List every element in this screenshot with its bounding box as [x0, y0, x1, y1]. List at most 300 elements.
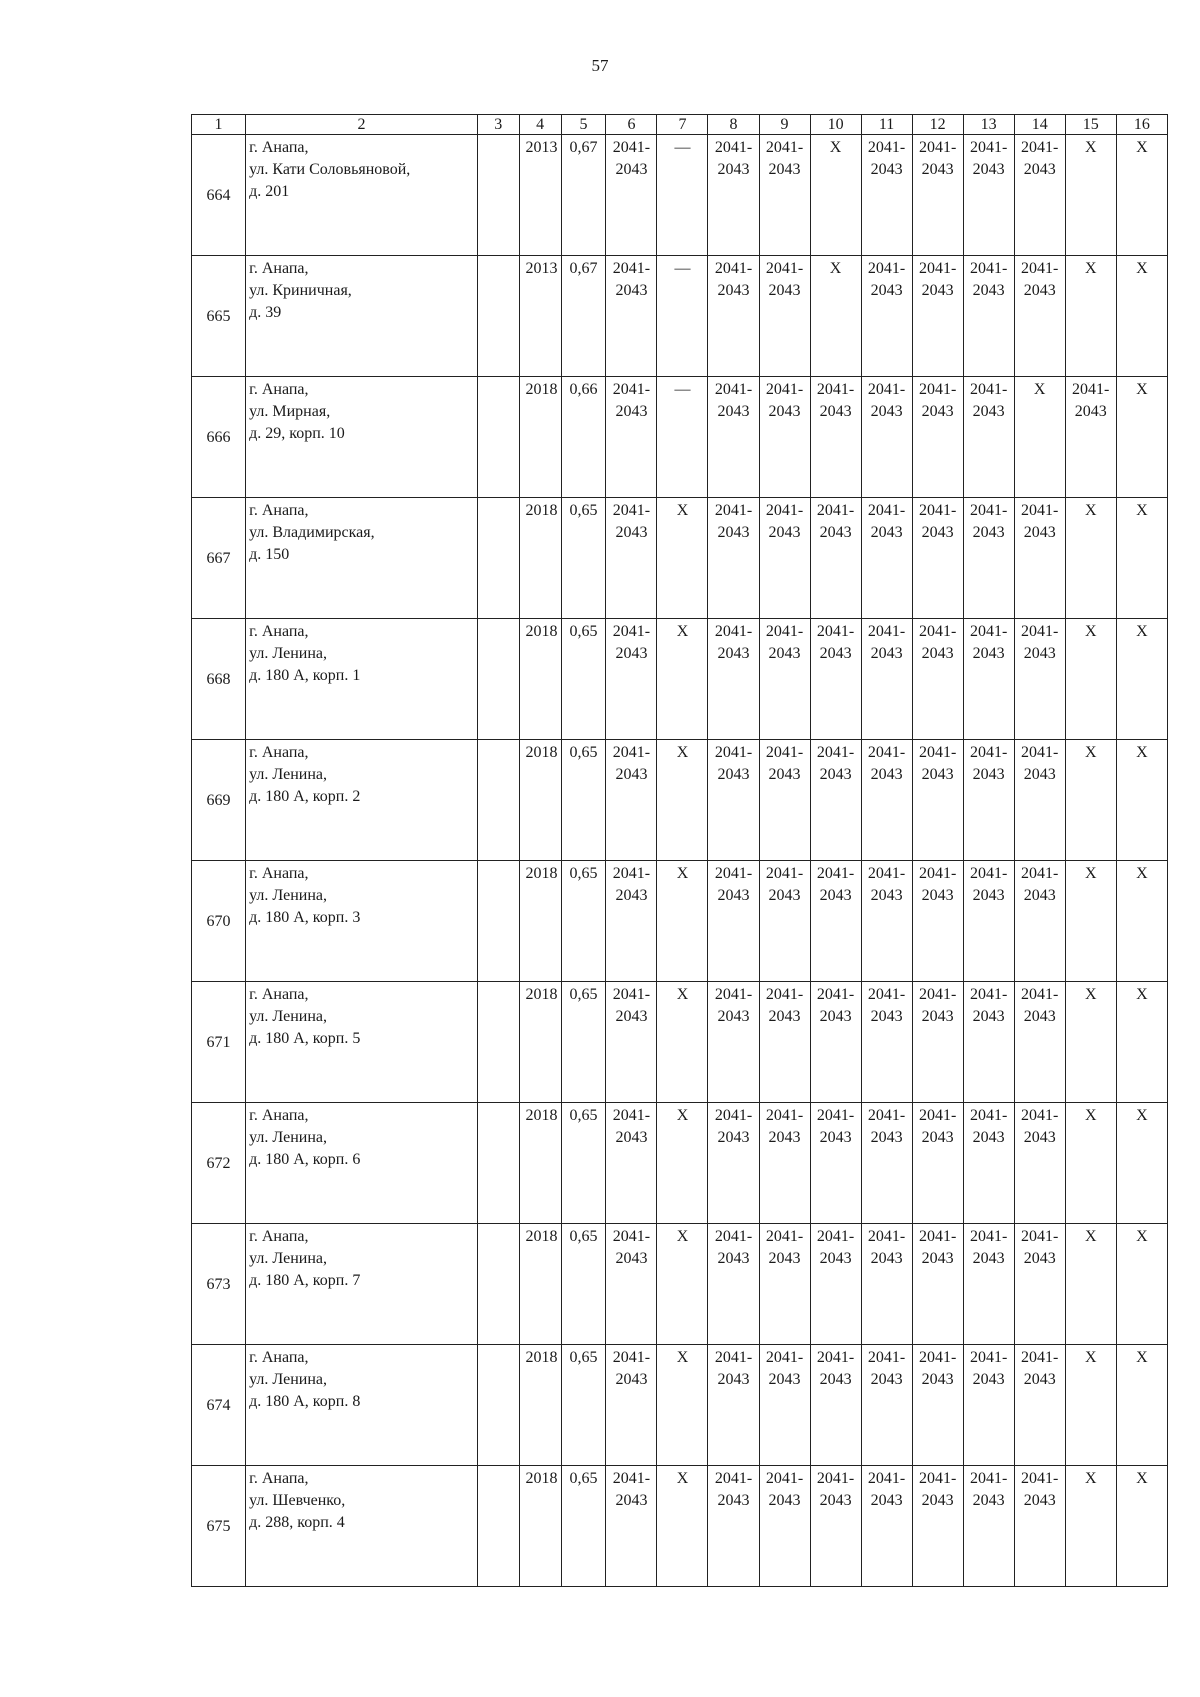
- cell-col-8: [708, 135, 759, 256]
- cell-col-12: [912, 135, 963, 256]
- cell-line: 2043: [615, 1129, 648, 1146]
- cell-col-7: —: [657, 256, 708, 377]
- cell-line: 2041-: [867, 1470, 906, 1487]
- coefficient-cell: 0,67: [561, 256, 606, 377]
- column-header-1: 1: [192, 115, 246, 135]
- cell-col-3: [477, 135, 519, 256]
- address-line: г. Анапа,: [249, 1228, 309, 1245]
- year-cell: 2013: [519, 256, 561, 377]
- cell-line: 2041-: [918, 1107, 957, 1124]
- cell-col-11: [861, 1466, 912, 1587]
- cell-line: 2043: [717, 161, 750, 178]
- cell-line: 2043: [717, 1129, 750, 1146]
- address-line: ул. Владимирская,: [249, 524, 375, 541]
- cell-line: 2043: [972, 1371, 1005, 1388]
- cell-line: 2043: [1023, 1371, 1056, 1388]
- row-number: 671: [192, 982, 246, 1103]
- address-line: д. 288, корп. 4: [249, 1514, 345, 1531]
- cell-col-15: X: [1065, 1224, 1116, 1345]
- address-cell: [246, 861, 478, 982]
- cell-col-3: [477, 1224, 519, 1345]
- address-line: д. 29, корп. 10: [249, 425, 345, 442]
- cell-line: 2041-: [714, 260, 753, 277]
- address-line: д. 150: [249, 546, 290, 563]
- cell-line: 2043: [615, 282, 648, 299]
- address-line: г. Анапа,: [249, 381, 309, 398]
- cell-line: 2043: [921, 1371, 954, 1388]
- address-line: д. 180 А, корп. 7: [249, 1272, 361, 1289]
- column-header-7: 7: [657, 115, 708, 135]
- cell-line: 2041-: [918, 744, 957, 761]
- cell-col-13: [963, 135, 1014, 256]
- cell-col-13: [963, 1103, 1014, 1224]
- cell-col-13: [963, 498, 1014, 619]
- cell-line: 2041-: [867, 623, 906, 640]
- cell-line: 2043: [615, 887, 648, 904]
- table-row: [192, 377, 1168, 498]
- cell-line: 2041-: [612, 865, 651, 882]
- cell-line: 2041-: [612, 623, 651, 640]
- cell-line: 2043: [921, 161, 954, 178]
- cell-line: 2041-: [816, 1107, 855, 1124]
- cell-line: 2043: [921, 282, 954, 299]
- cell-line: 2041-: [1021, 1349, 1059, 1366]
- coefficient-cell: 0,65: [561, 740, 606, 861]
- cell-col-11: [861, 861, 912, 982]
- cell-line: 2041-: [765, 139, 804, 156]
- housing-table: [191, 114, 1168, 1587]
- cell-line: 2041-: [969, 744, 1008, 761]
- cell-col-13: [963, 1466, 1014, 1587]
- year-cell: 2018: [519, 861, 561, 982]
- address-line: ул. Криничная,: [249, 282, 352, 299]
- cell-line: 2041-: [714, 986, 753, 1003]
- cell-line: 2041-: [612, 986, 651, 1003]
- cell-line: 2041-: [714, 139, 753, 156]
- cell-line: 2043: [819, 1008, 852, 1025]
- column-header-3: 3: [477, 115, 519, 135]
- cell-line: 2043: [615, 524, 648, 541]
- address-line: г. Анапа,: [249, 986, 309, 1003]
- address-cell: [246, 1466, 478, 1587]
- cell-line: 2043: [1023, 524, 1056, 541]
- cell-line: 2041-: [816, 1470, 855, 1487]
- cell-line: 2041-: [765, 744, 804, 761]
- cell-line: 2043: [870, 887, 903, 904]
- cell-line: 2041-: [1021, 986, 1059, 1003]
- cell-line: 2041-: [765, 502, 804, 519]
- cell-line: 2041-: [612, 381, 651, 398]
- cell-line: 2043: [972, 524, 1005, 541]
- cell-line: 2043: [1023, 161, 1056, 178]
- address-line: г. Анапа,: [249, 744, 309, 761]
- address-line: г. Анапа,: [249, 502, 309, 519]
- cell-col-10: [810, 619, 861, 740]
- cell-line: 2043: [870, 161, 903, 178]
- cell-line: 2041-: [867, 865, 906, 882]
- cell-line: 2041-: [1021, 502, 1059, 519]
- row-number: 675: [192, 1466, 246, 1587]
- cell-col-13: [963, 1224, 1014, 1345]
- cell-line: 2041-: [867, 1349, 906, 1366]
- cell-line: 2043: [819, 1371, 852, 1388]
- address-line: ул. Ленина,: [249, 766, 328, 783]
- cell-line: 2041-: [867, 986, 906, 1003]
- coefficient-cell: 0,65: [561, 982, 606, 1103]
- address-line: г. Анапа,: [249, 1107, 309, 1124]
- cell-col-13: [963, 861, 1014, 982]
- address-line: г. Анапа,: [249, 139, 309, 156]
- cell-col-8: [708, 619, 759, 740]
- cell-line: 2043: [717, 645, 750, 662]
- cell-line: 2041-: [612, 502, 651, 519]
- cell-line: 2043: [615, 161, 648, 178]
- address-line: ул. Ленина,: [249, 1250, 328, 1267]
- cell-col-9: [759, 740, 810, 861]
- cell-line: 2043: [615, 1371, 648, 1388]
- table-row: [192, 256, 1168, 377]
- header-row: [192, 115, 1168, 135]
- cell-col-9: [759, 1103, 810, 1224]
- cell-col-3: [477, 861, 519, 982]
- cell-line: 2041-: [969, 623, 1008, 640]
- row-number: 668: [192, 619, 246, 740]
- cell-line: 2041-: [918, 865, 957, 882]
- cell-col-16: X: [1116, 982, 1167, 1103]
- cell-line: 2043: [921, 1492, 954, 1509]
- table-row: [192, 1466, 1168, 1587]
- cell-line: 2041-: [867, 1228, 906, 1245]
- cell-line: 2041-: [765, 1349, 804, 1366]
- cell-col-7: X: [657, 1103, 708, 1224]
- cell-line: 2041-: [765, 381, 804, 398]
- cell-line: 2043: [768, 403, 801, 420]
- cell-col-11: [861, 1103, 912, 1224]
- cell-col-3: [477, 377, 519, 498]
- address-line: д. 180 А, корп. 2: [249, 788, 361, 805]
- cell-col-7: —: [657, 377, 708, 498]
- cell-line: 2043: [819, 1129, 852, 1146]
- cell-col-14: [1014, 135, 1065, 256]
- cell-col-15: X: [1065, 861, 1116, 982]
- cell-line: 2043: [768, 1492, 801, 1509]
- column-header-6: 6: [606, 115, 657, 135]
- cell-line: 2043: [768, 1250, 801, 1267]
- cell-line: 2043: [1023, 1008, 1056, 1025]
- coefficient-cell: 0,65: [561, 1224, 606, 1345]
- row-number: 666: [192, 377, 246, 498]
- cell-line: 2043: [1023, 282, 1056, 299]
- cell-line: 2043: [972, 645, 1005, 662]
- cell-line: 2041-: [867, 260, 906, 277]
- table-row: [192, 982, 1168, 1103]
- cell-line: 2043: [768, 1371, 801, 1388]
- cell-line: 2041-: [918, 623, 957, 640]
- cell-col-10: [810, 1103, 861, 1224]
- cell-line: 2041-: [714, 381, 753, 398]
- cell-line: 2041-: [612, 744, 651, 761]
- cell-line: 2041-: [765, 1470, 804, 1487]
- cell-line: 2041-: [918, 502, 957, 519]
- table-row: [192, 1103, 1168, 1224]
- cell-line: 2041-: [765, 986, 804, 1003]
- column-header-15: 15: [1065, 115, 1116, 135]
- address-line: д. 180 А, корп. 8: [249, 1393, 361, 1410]
- cell-col-7: X: [657, 498, 708, 619]
- cell-line: 2043: [819, 403, 852, 420]
- cell-col-8: [708, 498, 759, 619]
- address-cell: [246, 256, 478, 377]
- cell-col-11: [861, 619, 912, 740]
- cell-line: 2043: [921, 524, 954, 541]
- column-header-11: 11: [861, 115, 912, 135]
- table-row: [192, 1345, 1168, 1466]
- cell-line: 2043: [819, 766, 852, 783]
- cell-line: 2043: [1023, 887, 1056, 904]
- cell-line: 2041-: [918, 260, 957, 277]
- cell-line: 2043: [870, 1129, 903, 1146]
- cell-col-11: [861, 135, 912, 256]
- cell-line: 2041-: [765, 260, 804, 277]
- cell-col-3: [477, 1466, 519, 1587]
- column-header-4: 4: [519, 115, 561, 135]
- cell-col-15: X: [1065, 982, 1116, 1103]
- cell-col-16: X: [1116, 135, 1167, 256]
- year-cell: 2018: [519, 982, 561, 1103]
- cell-col-8: [708, 1224, 759, 1345]
- address-line: ул. Мирная,: [249, 403, 331, 420]
- cell-col-3: [477, 982, 519, 1103]
- cell-line: 2043: [921, 1129, 954, 1146]
- cell-col-14: [1014, 498, 1065, 619]
- cell-line: 2043: [972, 1250, 1005, 1267]
- cell-col-11: [861, 256, 912, 377]
- table-row: [192, 1224, 1168, 1345]
- cell-col-9: [759, 1224, 810, 1345]
- cell-line: 2041-: [1072, 381, 1110, 398]
- cell-line: 2043: [768, 161, 801, 178]
- cell-line: 2041-: [714, 1470, 753, 1487]
- cell-col-10: [810, 1466, 861, 1587]
- table-row: [192, 861, 1168, 982]
- cell-col-6: [606, 982, 657, 1103]
- cell-col-11: [861, 377, 912, 498]
- cell-line: 2041-: [918, 986, 957, 1003]
- cell-col-9: [759, 982, 810, 1103]
- cell-line: 2041-: [816, 986, 855, 1003]
- cell-col-6: [606, 1103, 657, 1224]
- cell-col-13: [963, 256, 1014, 377]
- column-header-10: 10: [810, 115, 861, 135]
- cell-col-9: [759, 619, 810, 740]
- cell-col-7: X: [657, 619, 708, 740]
- cell-col-12: [912, 619, 963, 740]
- cell-col-6: [606, 740, 657, 861]
- cell-col-14: [1014, 1224, 1065, 1345]
- cell-line: 2043: [819, 1250, 852, 1267]
- cell-line: 2041-: [969, 1349, 1008, 1366]
- cell-col-10: [810, 1224, 861, 1345]
- cell-col-10: [810, 982, 861, 1103]
- cell-line: 2041-: [816, 502, 855, 519]
- cell-col-7: X: [657, 982, 708, 1103]
- table-header: [192, 115, 1168, 135]
- address-cell: [246, 1103, 478, 1224]
- cell-col-14: [1014, 256, 1065, 377]
- cell-col-15: [1065, 377, 1116, 498]
- cell-line: 2041-: [816, 865, 855, 882]
- address-line: д. 180 А, корп. 6: [249, 1151, 361, 1168]
- cell-line: 2043: [870, 403, 903, 420]
- cell-line: 2041-: [816, 744, 855, 761]
- cell-line: 2041-: [816, 381, 855, 398]
- cell-line: 2043: [615, 1008, 648, 1025]
- column-header-8: 8: [708, 115, 759, 135]
- cell-line: 2041-: [612, 1228, 651, 1245]
- cell-line: 2043: [972, 887, 1005, 904]
- cell-col-8: [708, 861, 759, 982]
- cell-col-12: [912, 1466, 963, 1587]
- cell-line: 2041-: [816, 623, 855, 640]
- address-cell: [246, 1345, 478, 1466]
- cell-line: 2041-: [1021, 623, 1059, 640]
- cell-col-9: [759, 256, 810, 377]
- cell-line: 2043: [870, 766, 903, 783]
- cell-line: 2041-: [816, 1349, 855, 1366]
- cell-col-10: [810, 861, 861, 982]
- cell-col-9: [759, 135, 810, 256]
- cell-col-12: [912, 1345, 963, 1466]
- cell-col-12: [912, 256, 963, 377]
- cell-col-8: [708, 982, 759, 1103]
- cell-line: 2041-: [765, 623, 804, 640]
- cell-col-13: [963, 982, 1014, 1103]
- cell-line: 2043: [717, 1250, 750, 1267]
- cell-line: 2043: [972, 282, 1005, 299]
- cell-col-6: [606, 861, 657, 982]
- cell-line: 2043: [717, 1371, 750, 1388]
- cell-col-3: [477, 498, 519, 619]
- cell-line: 2043: [717, 403, 750, 420]
- cell-line: 2043: [870, 1371, 903, 1388]
- cell-line: 2041-: [969, 502, 1008, 519]
- cell-line: 2043: [768, 766, 801, 783]
- cell-col-15: X: [1065, 1345, 1116, 1466]
- column-header-13: 13: [963, 115, 1014, 135]
- year-cell: 2018: [519, 1103, 561, 1224]
- cell-col-3: [477, 740, 519, 861]
- cell-col-11: [861, 498, 912, 619]
- cell-line: 2043: [921, 1008, 954, 1025]
- address-line: д. 180 А, корп. 3: [249, 909, 361, 926]
- cell-line: 2041-: [969, 865, 1008, 882]
- cell-line: 2043: [1023, 1250, 1056, 1267]
- cell-col-16: X: [1116, 498, 1167, 619]
- cell-line: 2041-: [765, 1228, 804, 1245]
- cell-line: 2043: [972, 1008, 1005, 1025]
- cell-line: 2041-: [918, 381, 957, 398]
- cell-col-8: [708, 1345, 759, 1466]
- cell-line: 2041-: [1021, 1470, 1059, 1487]
- cell-col-8: [708, 377, 759, 498]
- cell-col-9: [759, 861, 810, 982]
- address-line: ул. Кати Соловьяновой,: [249, 161, 411, 178]
- cell-line: 2041-: [816, 1228, 855, 1245]
- cell-line: 2043: [615, 403, 648, 420]
- cell-col-7: X: [657, 740, 708, 861]
- year-cell: 2018: [519, 1466, 561, 1587]
- cell-col-8: [708, 1466, 759, 1587]
- address-line: ул. Ленина,: [249, 1371, 328, 1388]
- cell-col-15: X: [1065, 1466, 1116, 1587]
- row-number: 664: [192, 135, 246, 256]
- cell-col-10: X: [810, 135, 861, 256]
- cell-line: 2041-: [765, 1107, 804, 1124]
- address-cell: [246, 377, 478, 498]
- cell-col-11: [861, 1345, 912, 1466]
- cell-col-15: X: [1065, 135, 1116, 256]
- cell-col-8: [708, 1103, 759, 1224]
- row-number: 673: [192, 1224, 246, 1345]
- cell-col-14: [1014, 619, 1065, 740]
- cell-col-13: [963, 619, 1014, 740]
- cell-col-6: [606, 256, 657, 377]
- cell-col-6: [606, 135, 657, 256]
- cell-col-6: [606, 1466, 657, 1587]
- coefficient-cell: 0,65: [561, 619, 606, 740]
- cell-line: 2041-: [612, 1349, 651, 1366]
- cell-col-14: [1014, 1466, 1065, 1587]
- cell-col-9: [759, 377, 810, 498]
- cell-line: 2041-: [969, 1107, 1008, 1124]
- year-cell: 2018: [519, 498, 561, 619]
- cell-line: 2043: [972, 766, 1005, 783]
- cell-line: 2041-: [1021, 139, 1059, 156]
- cell-line: 2043: [921, 766, 954, 783]
- address-line: д. 180 А, корп. 1: [249, 667, 361, 684]
- cell-col-14: [1014, 982, 1065, 1103]
- cell-line: 2043: [615, 766, 648, 783]
- cell-line: 2043: [921, 887, 954, 904]
- cell-line: 2041-: [612, 1470, 651, 1487]
- cell-col-3: [477, 1345, 519, 1466]
- cell-line: 2041-: [714, 865, 753, 882]
- cell-line: 2043: [870, 524, 903, 541]
- cell-line: 2043: [819, 887, 852, 904]
- cell-line: 2043: [1023, 1129, 1056, 1146]
- cell-line: 2041-: [969, 139, 1008, 156]
- table-row: [192, 135, 1168, 256]
- cell-line: 2041-: [867, 502, 906, 519]
- cell-col-10: [810, 740, 861, 861]
- cell-col-6: [606, 619, 657, 740]
- cell-col-15: X: [1065, 256, 1116, 377]
- cell-col-16: X: [1116, 1466, 1167, 1587]
- address-line: ул. Ленина,: [249, 887, 328, 904]
- cell-col-16: X: [1116, 1224, 1167, 1345]
- column-header-12: 12: [912, 115, 963, 135]
- cell-col-3: [477, 1103, 519, 1224]
- cell-col-7: X: [657, 1224, 708, 1345]
- year-cell: 2018: [519, 1224, 561, 1345]
- cell-line: 2043: [870, 1250, 903, 1267]
- address-line: д. 180 А, корп. 5: [249, 1030, 361, 1047]
- cell-line: 2043: [615, 1492, 648, 1509]
- cell-col-7: X: [657, 861, 708, 982]
- cell-col-12: [912, 498, 963, 619]
- address-line: г. Анапа,: [249, 865, 309, 882]
- cell-col-16: X: [1116, 740, 1167, 861]
